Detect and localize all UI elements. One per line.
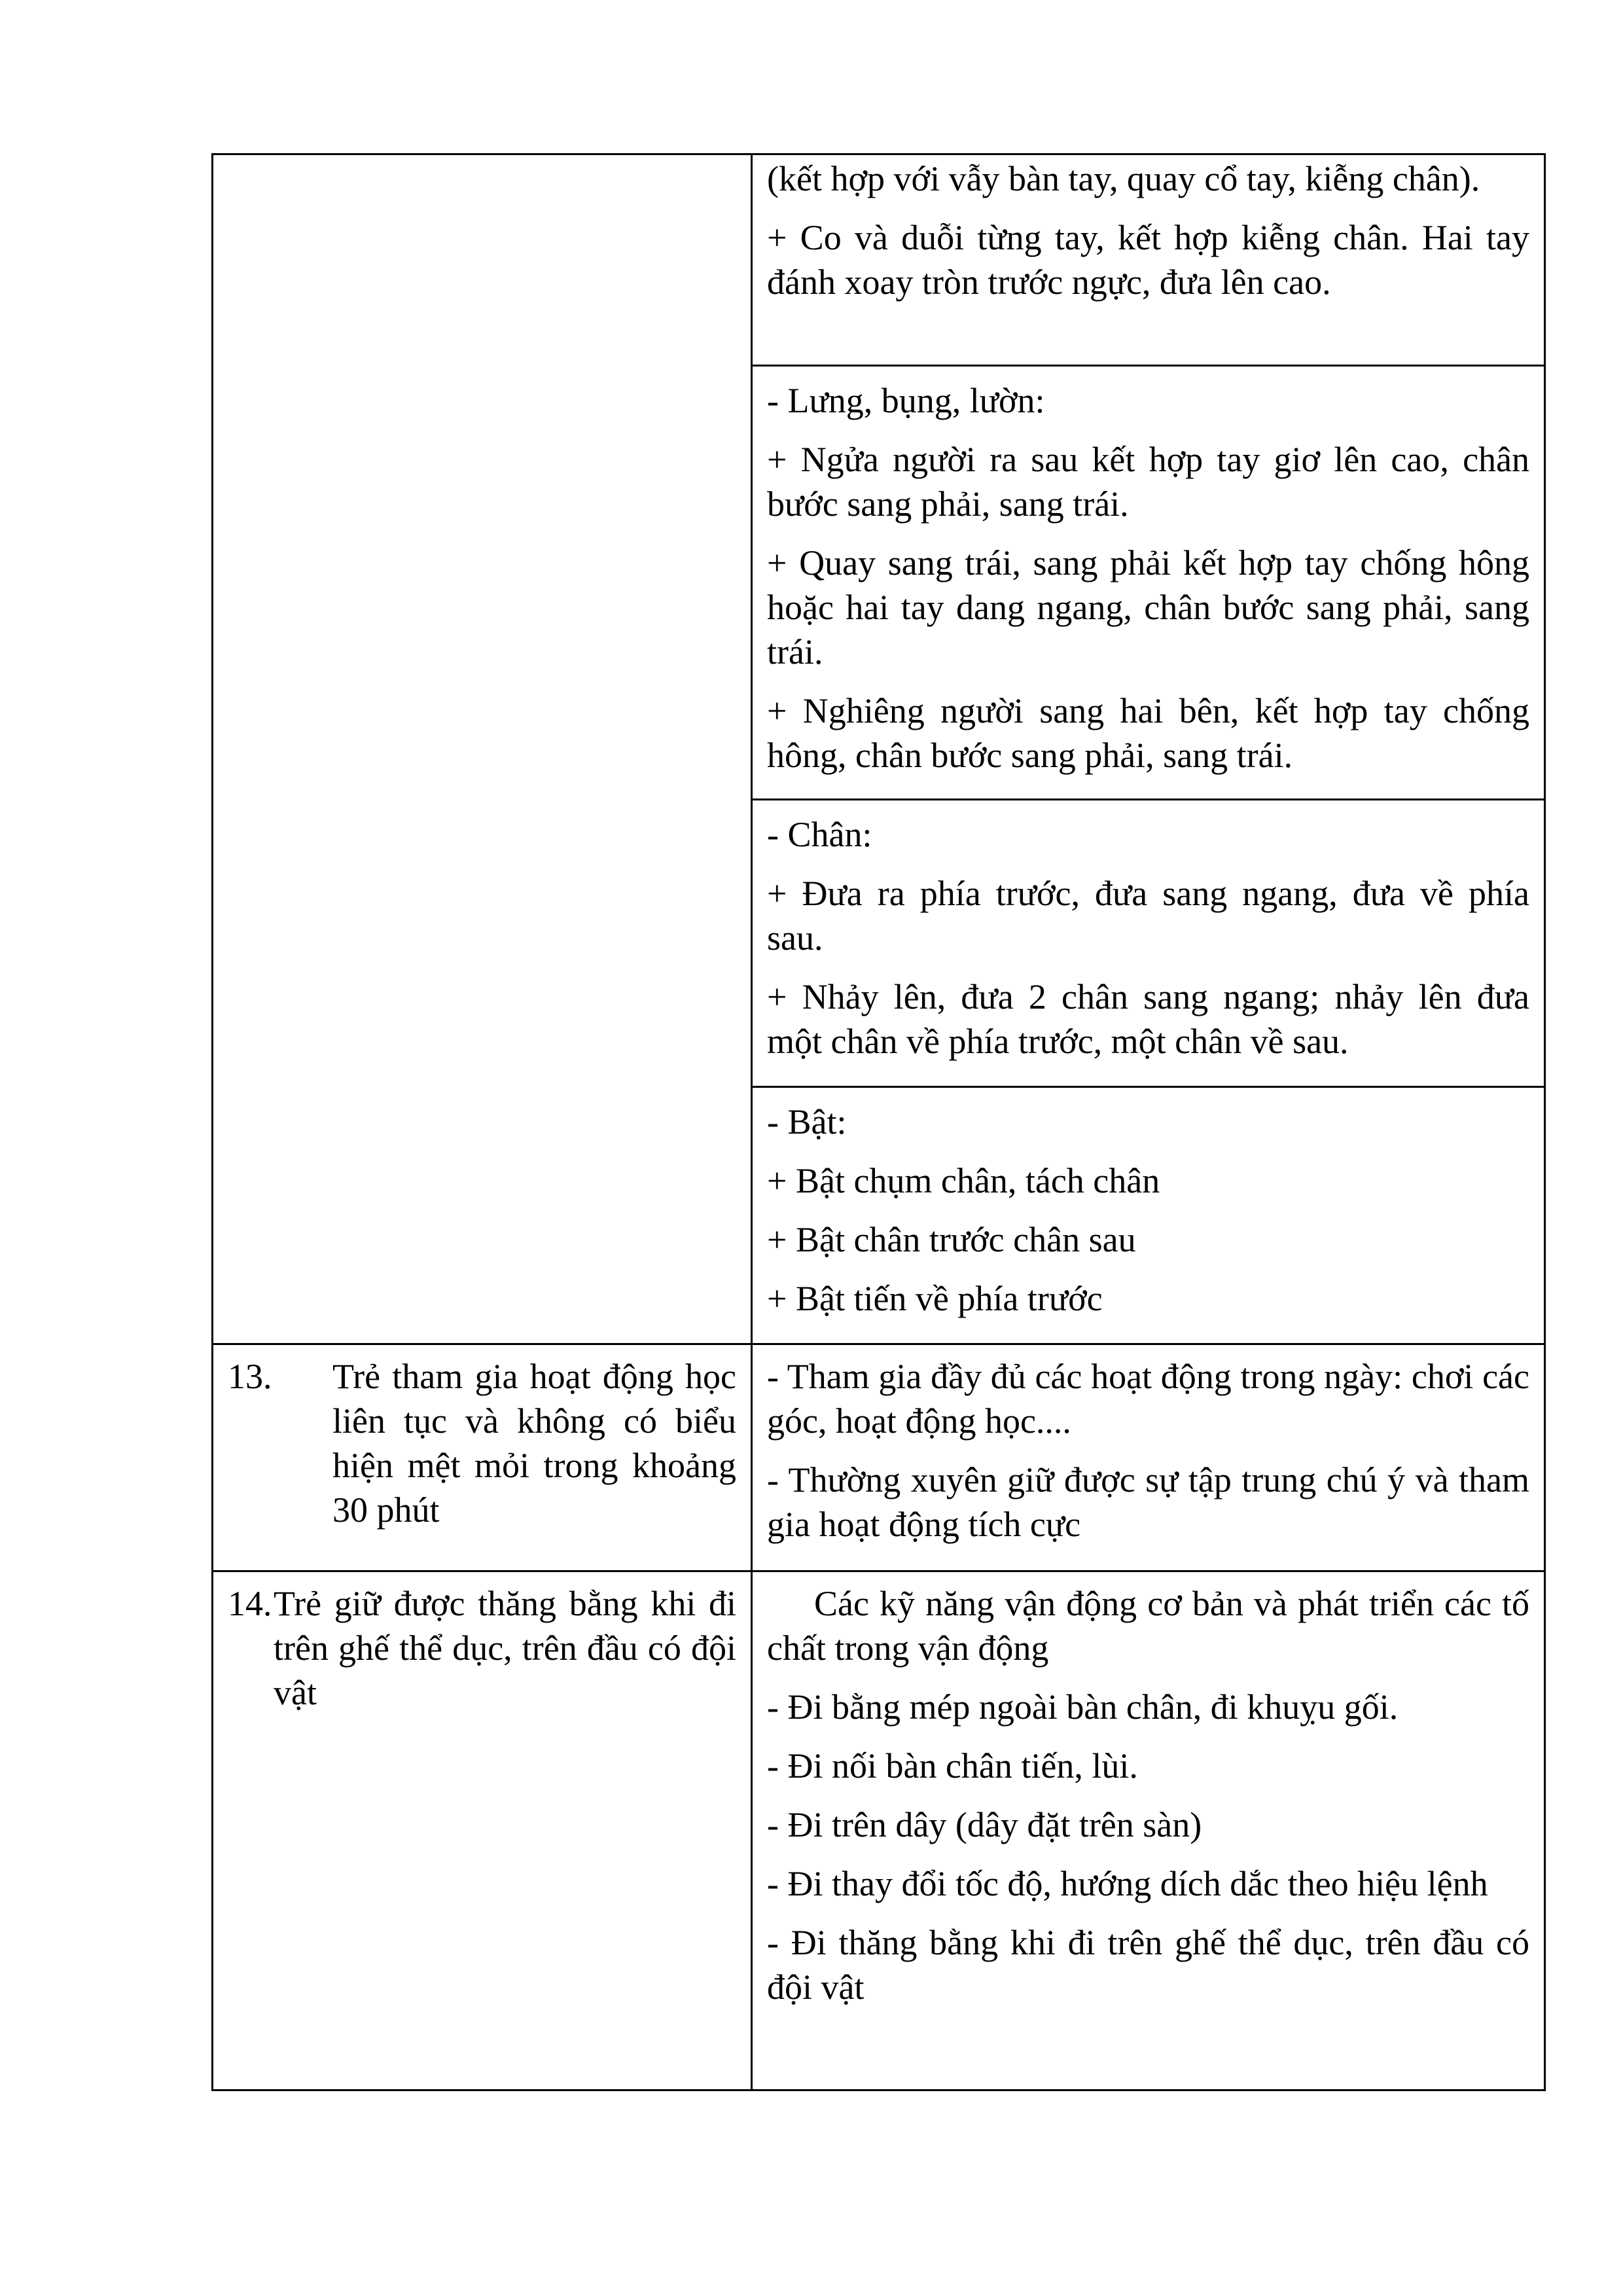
criterion-text: Trẻ tham gia hoạt động học liên tục và không có biểu hiện mệt mỏi trong khoảng 30 phút — [332, 1357, 736, 1530]
content-line: - Tham gia đầy đủ các hoạt động trong ngày: chơi các góc, hoạt động học.... — [767, 1357, 1529, 1441]
criterion-text: Trẻ giữ được thăng bằng khi đi trên ghế thể dục, trên đầu có đội vật — [274, 1584, 736, 1712]
content-line: + Đưa ra phía trước, đưa sang ngang, đưa về phía sau. — [767, 874, 1529, 958]
content-table — [211, 153, 1546, 2091]
criterion-cell-13 — [213, 1344, 752, 1571]
left-cell-empty — [213, 154, 752, 1344]
content-line: + Quay sang trái, sang phải kết hợp tay chống hông hoặc hai tay dang ngang, chân bước sang phải, sang trái. — [767, 543, 1529, 672]
content-line: - Đi thăng bằng khi đi trên ghế thể dục, trên đầu có đội vật — [767, 1923, 1529, 2007]
content-line: + Ngửa người ra sau kết hợp tay giơ lên cao, chân bước sang phải, sang trái. — [767, 440, 1529, 524]
right-cell — [752, 1344, 1545, 1571]
right-cell — [752, 800, 1545, 1087]
right-cell — [752, 154, 1545, 366]
content-line: - Thường xuyên giữ được sự tập trung chú ý và tham gia hoạt động tích cực — [767, 1460, 1529, 1544]
criterion-13 — [228, 1354, 736, 1532]
content-line: - Bật: — [767, 1102, 847, 1141]
content-line: - Đi thay đổi tốc độ, hướng dích dắc theo hiệu lệnh — [767, 1864, 1488, 1903]
content-line: - Lưng, bụng, lườn: — [767, 381, 1045, 420]
criterion-number: 14. — [228, 1584, 272, 1623]
content-line: + Bật chụm chân, tách chân — [767, 1161, 1160, 1200]
table-row — [213, 1571, 1545, 2090]
right-cell — [752, 366, 1545, 800]
table-row — [213, 154, 1545, 366]
right-cell — [752, 1571, 1545, 2090]
content-line: - Đi nối bàn chân tiến, lùi. — [767, 1746, 1138, 1785]
content-line: - Đi bằng mép ngoài bàn chân, đi khuỵu gối. — [767, 1687, 1399, 1727]
content-line: - Chân: — [767, 815, 872, 854]
content-line: Các kỹ năng vận động cơ bản và phát triển các tố chất trong vận động — [767, 1584, 1529, 1668]
criterion-cell-14 — [213, 1571, 752, 2090]
criterion-number: 13. — [228, 1357, 272, 1396]
content-line: + Co và duỗi từng tay, kết hợp kiễng chân. Hai tay đánh xoay tròn trước ngực, đưa lên cao. — [767, 218, 1529, 302]
content-line: + Nghiêng người sang hai bên, kết hợp tay chống hông, chân bước sang phải, sang trái. — [767, 691, 1529, 775]
content-line: + Bật chân trước chân sau — [767, 1220, 1136, 1259]
content-line: - Đi trên dây (dây đặt trên sàn) — [767, 1805, 1202, 1844]
right-cell — [752, 1087, 1545, 1344]
table-row — [213, 1344, 1545, 1571]
content-line: + Nhảy lên, đưa 2 chân sang ngang; nhảy lên đưa một chân về phía trước, một chân về sau. — [767, 977, 1529, 1061]
content-line: + Bật tiến về phía trước — [767, 1279, 1103, 1318]
content-line: (kết hợp với vẫy bàn tay, quay cổ tay, kiễng chân). — [767, 159, 1480, 198]
criterion-14 — [228, 1581, 736, 1715]
